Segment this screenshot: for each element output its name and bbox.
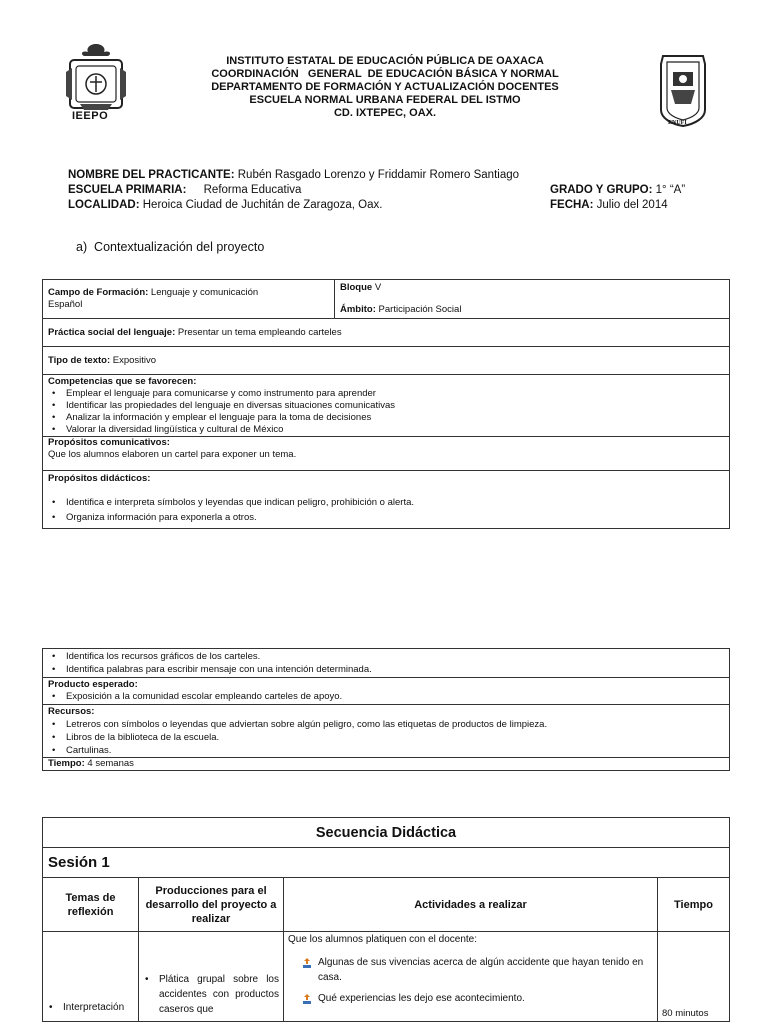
campo-sub: Español [48,299,83,310]
comunicativos-label: Propósitos comunicativos: [48,437,170,448]
header-line: DEPARTAMENTO DE FORMACIÓN Y ACTUALIZACIÓN DOCENTES [211,81,559,93]
ambito-label: Ámbito: [340,304,376,315]
producciones-cell [139,932,284,1022]
tiempo-value: 4 semanas [84,758,134,769]
sequence-table [42,817,730,1022]
intro-cell [43,649,730,678]
tiempo-cell [43,758,730,771]
list-item: • Valorar la diversidad lingüística y cultural de México [48,424,724,436]
competencias-cell [43,375,730,437]
fecha-value: Julio del 2014 [593,199,668,211]
list-item: • Plática grupal sobre los accidentes con productos caseros que [141,972,279,1017]
header-line: COORDINACIÓN GENERAL DE EDUCACIÓN BÁSICA Y NORMAL [211,68,559,80]
sequence-title: Secuencia Didáctica [43,818,730,848]
tipo-label: Tipo de texto: [48,354,111,366]
enufi-caption: ENUFI [668,120,687,126]
producto-label: Producto esperado: [48,679,138,690]
campo-label: Campo de Formación: [48,287,149,298]
grado-value: 1° “A” [652,184,686,196]
bloque-cell [335,280,730,319]
practicante-value: Rubén Rasgado Lorenzo y Friddamir Romero Santiago [234,169,520,181]
list-item: • Identificar las propiedades del lenguaje en diversas situaciones comunicativas [48,400,724,412]
arrow-bullet-icon [302,994,312,1004]
comunicativos-value: Que los alumnos elaboren un cartel para exponer un tema. [48,449,297,460]
list-item: • Emplear el lenguaje para comunicarse y como instrumento para aprender [48,388,724,400]
header-line: ESCUELA NORMAL URBANA FEDERAL DEL ISTMO [249,94,521,106]
list-item: • Cartulinas. [48,744,724,757]
competencias-label: Competencias que se favorecen: [48,376,197,387]
escuela-value: Reforma Educativa [203,184,302,196]
escuela-label: ESCUELA PRIMARIA: [68,184,187,196]
list-item: • Identifica e interpreta símbolos y leyendas que indican peligro, prohibición o alerta. [48,495,724,510]
header-line: INSTITUTO ESTATAL DE EDUCACIÓN PÚBLICA DE OAXACA [226,55,544,67]
list-item [288,955,651,985]
practica-value: Presentar un tema empleando carteles [175,326,342,338]
practicante-label: NOMBRE DEL PRACTICANTE: [68,169,235,181]
header-temas: Temas de reflexión [43,878,139,932]
project-continuation-table [42,648,730,771]
campo-cell [43,280,335,319]
tipo-cell [43,347,730,375]
list-item: • Letreros con símbolos o leyendas que adviertan sobre algún peligro, como las etiquetas de productos de limpieza. [48,718,724,731]
localidad-value: Heroica Ciudad de Juchitán de Zaragoza, Oax. [139,199,383,211]
section-heading: a) Contextualización del proyecto [76,240,265,254]
institution-header [140,55,630,120]
list-item [288,991,651,1006]
header-actividades: Actividades a realizar [284,878,658,932]
producto-cell [43,678,730,705]
comunicativos-cell [43,437,730,471]
actividad-text: Qué experiencias les dejo ese acontecimiento. [318,993,525,1004]
bloque-value: V [372,282,382,293]
enufi-logo [655,50,711,130]
project-context-table [42,279,730,529]
didacticos-cell [43,471,730,529]
tiempo-label: Tiempo: [48,758,85,769]
arrow-bullet-icon [302,958,312,968]
ambito-value: Participación Social [375,304,462,315]
list-item: • Exposición a la comunidad escolar empleando carteles de apoyo. [48,691,724,703]
practica-cell [43,319,730,347]
recursos-label: Recursos: [48,706,95,717]
practica-label: Práctica social del lenguaje: [48,326,176,338]
bloque-label: Bloque [340,282,373,293]
campo-value: Lenguaje y comunicación [148,287,259,298]
practitioner-info [68,168,708,213]
list-item: • Identifica palabras para escribir mensaje con una intención determinada. [48,663,724,676]
fecha-label: FECHA: [550,199,594,211]
list-item: • Interpretación [45,1000,138,1015]
didacticos-label: Propósitos didácticos: [48,473,151,484]
actividad-text: Algunas de sus vivencias acerca de algún accidente que hayan tenido en casa. [318,957,644,983]
header-line: CD. IXTEPEC, OAX. [333,107,437,119]
ieepo-caption: IEEPO [72,110,109,122]
tipo-value: Expositivo [110,354,157,366]
list-item: • Identifica los recursos gráficos de los carteles. [48,650,724,663]
grado-label: GRADO Y GRUPO: [550,184,653,196]
list-item: • Analizar la información y emplear el lenguaje para la toma de decisiones [48,412,724,424]
localidad-label: LOCALIDAD: [68,199,140,211]
header-tiempo: Tiempo [658,878,730,932]
temas-cell [43,932,139,1022]
header-producciones: Producciones para el desarrollo del proyecto a realizar [139,878,284,932]
actividades-intro: Que los alumnos platiquen con el docente: [288,934,478,945]
list-item: • Libros de la biblioteca de la escuela. [48,731,724,744]
actividades-cell [284,932,658,1022]
session-title: Sesión 1 [43,848,730,878]
recursos-cell [43,705,730,758]
tiempo-session-cell: 80 minutos [658,932,730,1022]
list-item: • Organiza información para exponerla a otros. [48,510,724,525]
